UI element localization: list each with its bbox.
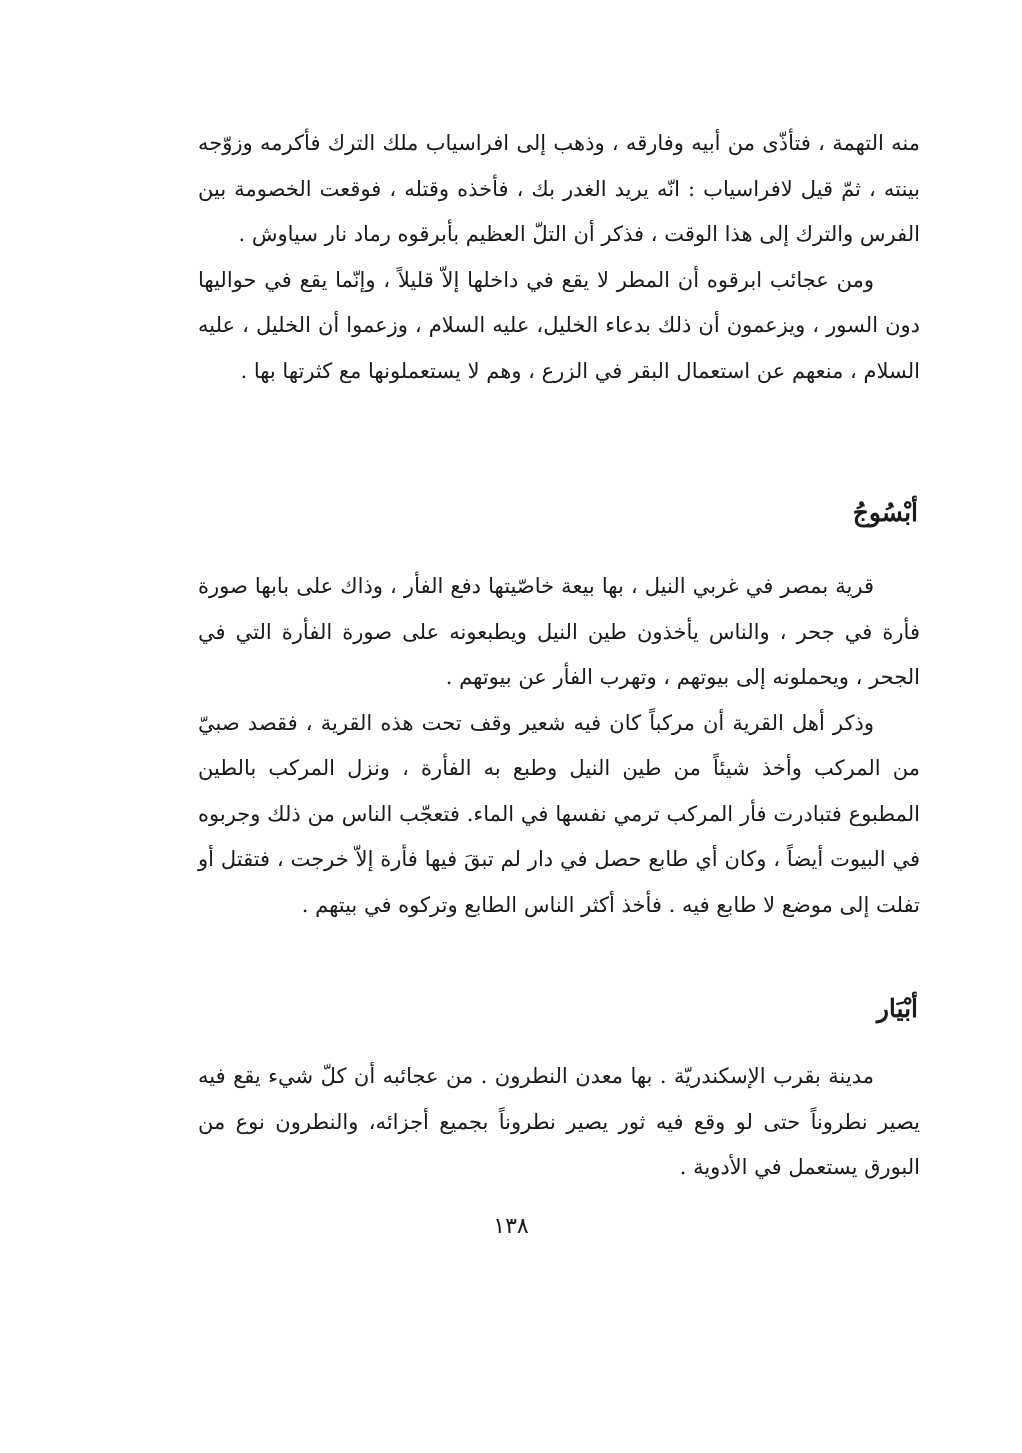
paragraph: مدينة بقرب الإسكندريّة . بها معدن النطرون . من عجائبه أن كلّ شيء يقع فيه يصير نطروناً حتى لو وقع فيه ثور يصير نطروناً بجميع أجزائه، والنطرون نوع من البورق يستعمل في الأدوية . bbox=[198, 1064, 920, 1179]
page-number: ١٣٨ bbox=[493, 1214, 529, 1239]
paragraph: منه التهمة ، فتأذّى من أبيه وفارقه ، وذهب إلى افراسياب ملك الترك فأكرمه وزوّجه بينته ، ثمّ قيل لافراسياب : انّه يريد الغدر بك ، فأخذه وقتله ، فوقعت الخصومة بين الفرس والترك إلى هذا الوقت ، فذكر أن التلّ العظيم بأبرقوه رماد نار سياوش . bbox=[198, 131, 920, 246]
section-abyar bbox=[198, 1054, 920, 1191]
section-siyawush-continuation bbox=[198, 121, 920, 394]
entry-heading-abyar: أبْيَار bbox=[876, 994, 918, 1023]
entry-heading-absuj: أبْسُوجُ bbox=[852, 498, 918, 527]
paragraph: وذكر أهل القرية أن مركباً كان فيه شعير وقف تحت هذه القرية ، فقصد صبيّ من المركب وأخذ شيئاً من طين النيل وطبع به الفأرة ، ونزل المركب بالطين المطبوع فتبادرت فأر المركب ترمي نفسها في الماء. فتعجّب الناس من ذلك وجربوه في البيوت أيضاً ، وكان أي طابع حصل في دار لم تبقَ فيها فأرة إلاّ خرجت ، فتقتل أو تفلت إلى موضع لا طابع فيه . فأخذ أكثر الناس الطابع وتركوه في بيتهم . bbox=[198, 710, 920, 917]
paragraph: قرية بمصر في غربي النيل ، بها بيعة خاصّيتها دفع الفأر ، وذاك على بابها صورة فأرة في جحر ، والناس يأخذون طين النيل ويطبعونه على صورة الفأرة التي في الجحر ، ويحملونه إلى بيوتهم ، وتهرب الفأر عن بيوتهم . bbox=[198, 574, 920, 689]
section-absuj bbox=[198, 564, 920, 928]
paragraph: ومن عجائب ابرقوه أن المطر لا يقع في داخلها إلاّ قليلاً ، وإنّما يقع في حواليها دون السور ، ويزعمون أن ذلك بدعاء الخليل، عليه السلام ، وزعموا أن الخليل ، عليه السلام ، منعهم عن استعمال البقر في الزرع ، وهم لا يستعملونها مع كثرتها بها . bbox=[198, 267, 920, 383]
